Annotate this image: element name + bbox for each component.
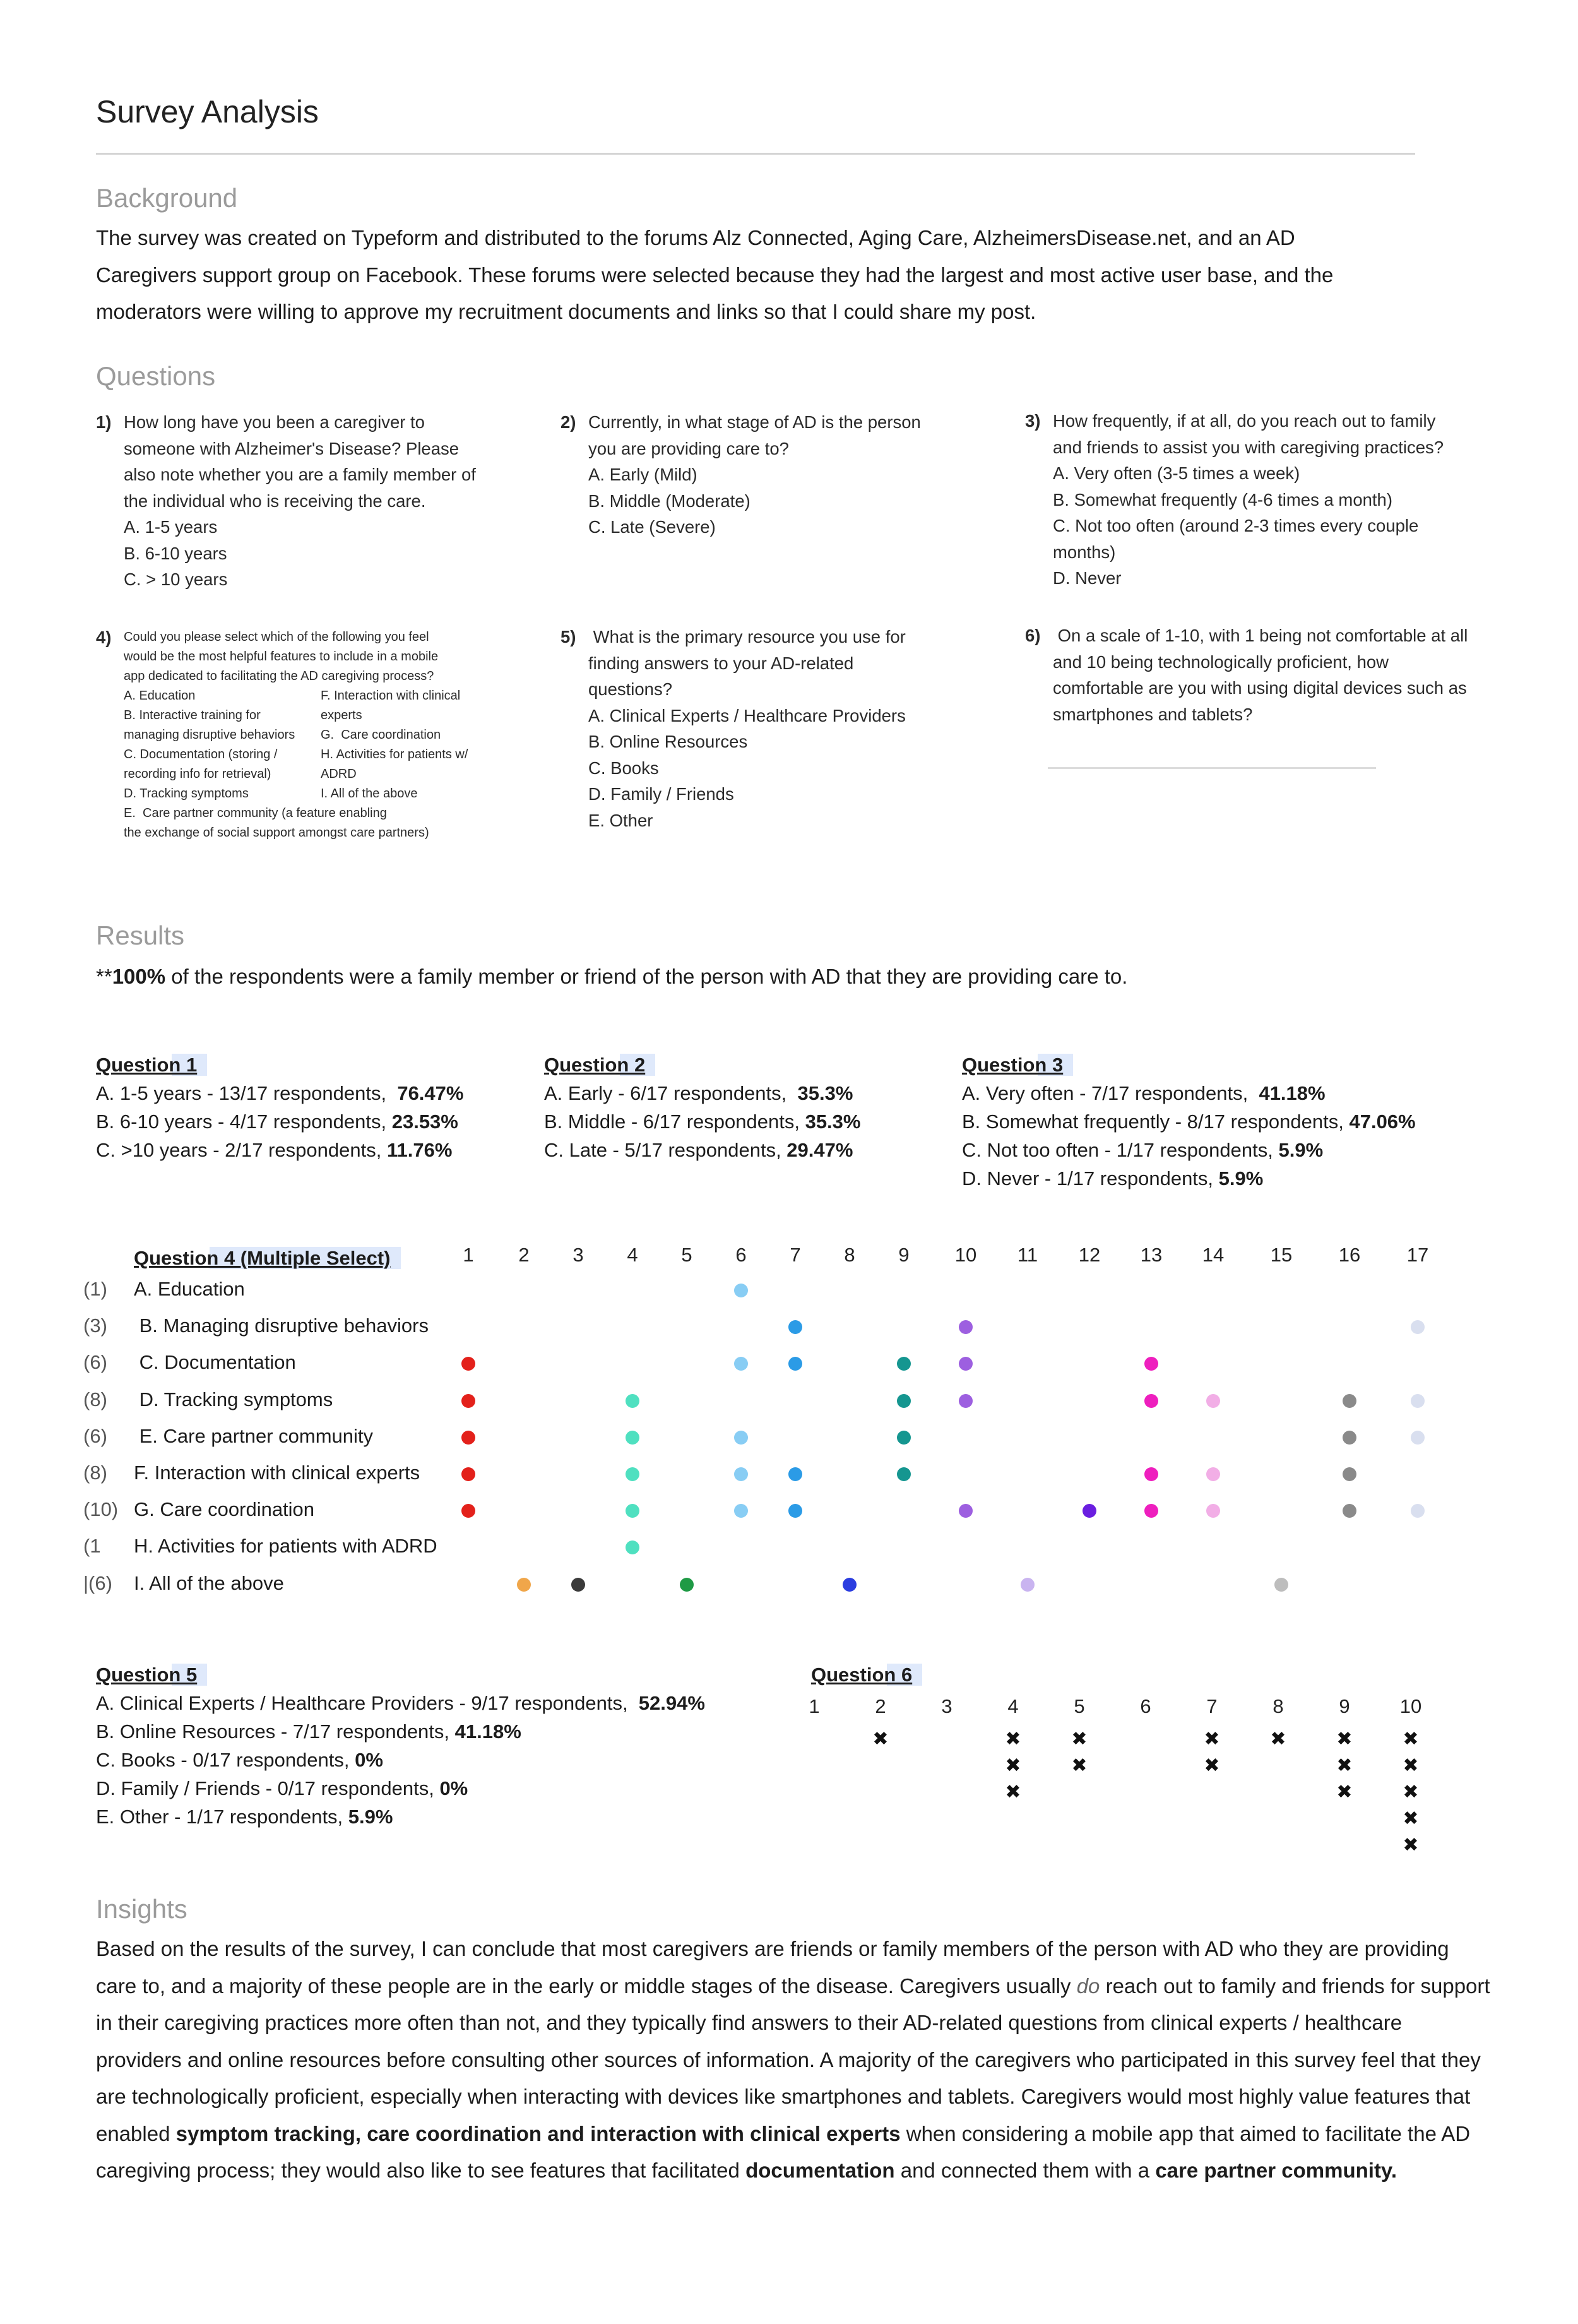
insights-text: symptom tracking, care coordination and interaction with clinical experts — [175, 2121, 901, 2145]
result-row-text: D. Family / Friends - 0/17 respondents, — [96, 1777, 440, 1799]
selection-dot — [959, 1504, 973, 1518]
option-line: managing disruptive behaviors — [124, 728, 295, 742]
response-x-mark: ✖ — [1403, 1808, 1419, 1829]
question-4-options-right — [321, 686, 468, 804]
question-line: C. Late (Severe) — [588, 517, 716, 537]
result-row-text: B. Somewhat frequently - 8/17 respondents, — [962, 1111, 1350, 1133]
question-5-text — [588, 624, 906, 833]
result-row-percent: 35.3% — [805, 1111, 861, 1133]
selection-dot — [1343, 1504, 1356, 1518]
question-line: E. Other — [588, 810, 653, 830]
question-4-option-e — [124, 804, 429, 843]
selection-dot — [1144, 1357, 1158, 1371]
result-rows — [96, 1689, 705, 1831]
result-row — [96, 1079, 463, 1107]
question-line: months) — [1053, 542, 1116, 562]
result-row — [544, 1136, 860, 1164]
option-line: A. Education — [124, 689, 196, 703]
option-line: C. Documentation (storing / — [124, 748, 278, 761]
respondent-number: 13 — [1140, 1244, 1163, 1266]
question-line: the individual who is receiving the care. — [124, 491, 426, 511]
result-heading: Question 2 — [544, 1054, 655, 1076]
scale-number: 10 — [1399, 1695, 1422, 1717]
response-x-mark: ✖ — [1071, 1729, 1088, 1749]
question-2-text — [588, 409, 921, 540]
question-1 — [96, 409, 500, 599]
page-title: Survey Analysis — [96, 94, 319, 129]
scale-number: 3 — [941, 1695, 952, 1717]
feature-label: C. Documentation — [134, 1351, 296, 1374]
selection-dot — [1144, 1467, 1158, 1481]
respondent-number: 17 — [1406, 1244, 1429, 1266]
question-line: B. Middle (Moderate) — [588, 491, 750, 511]
insights-text: do — [1076, 1974, 1100, 1998]
result-question-5 — [96, 1660, 705, 1831]
result-row — [96, 1803, 705, 1831]
respondent-number: 7 — [790, 1244, 801, 1266]
selection-dot — [461, 1394, 475, 1408]
respondent-number: 8 — [844, 1244, 855, 1266]
option-line: ADRD — [321, 767, 357, 781]
result-rows — [544, 1079, 860, 1164]
scale-number: 8 — [1272, 1695, 1284, 1717]
selection-dot — [897, 1357, 911, 1371]
selection-dot — [626, 1504, 639, 1518]
question-line: and 10 being technologically proficient, how — [1053, 652, 1389, 672]
result-row — [544, 1107, 860, 1136]
feature-count: (1 — [83, 1535, 101, 1558]
result-row-text: B. Middle - 6/17 respondents, — [544, 1111, 805, 1133]
respondent-number: 1 — [463, 1244, 474, 1266]
scale-number: 6 — [1140, 1695, 1151, 1717]
selection-dot — [461, 1431, 475, 1445]
questions-heading: Questions — [96, 361, 216, 391]
question-line: Could you please select which of the following you feel — [124, 630, 429, 644]
result-row — [96, 1136, 463, 1164]
option-line: G. Care coordination — [321, 728, 441, 742]
question-line: D. Family / Friends — [588, 784, 734, 804]
result-row-text: D. Never - 1/17 respondents, — [962, 1167, 1219, 1189]
question-line: C. Not too often (around 2-3 times every couple — [1053, 516, 1419, 535]
option-line: F. Interaction with clinical — [321, 689, 461, 703]
feature-label: B. Managing disruptive behaviors — [134, 1314, 429, 1337]
question-line: questions? — [588, 679, 673, 699]
selection-dot — [959, 1357, 973, 1371]
feature-count: (10) — [83, 1498, 119, 1521]
question-number: 2) — [561, 412, 576, 432]
selection-dot — [734, 1431, 748, 1445]
question-line: A. Very often (3-5 times a week) — [1053, 463, 1300, 483]
result-row-percent: 41.18% — [1259, 1082, 1326, 1104]
feature-count: |(6) — [83, 1571, 112, 1594]
question-line: B. Somewhat frequently (4-6 times a month) — [1053, 489, 1393, 509]
respondent-number: 14 — [1202, 1244, 1225, 1266]
question-line: app dedicated to facilitating the AD caregiving process? — [124, 669, 434, 683]
result-row-percent: 5.9% — [1218, 1167, 1264, 1189]
question-line: A. Early (Mild) — [588, 465, 697, 484]
selection-dot — [626, 1540, 639, 1554]
background-heading: Background — [96, 183, 238, 213]
results-note-percent: 100% — [112, 965, 166, 988]
question-4-options-left — [124, 686, 295, 804]
insights-text: care partner community. — [1155, 2159, 1397, 2182]
response-x-mark: ✖ — [872, 1729, 889, 1749]
selection-dot — [959, 1320, 973, 1334]
selection-dot — [461, 1467, 475, 1481]
results-note-text: of the respondents were a family member or friend of the person with AD that they are providing care to. — [165, 965, 1128, 988]
question-6-text — [1053, 623, 1468, 727]
feature-label: I. All of the above — [134, 1571, 284, 1594]
result-row — [544, 1079, 860, 1107]
question-line: you are providing care to? — [588, 438, 789, 458]
results-note — [96, 958, 1485, 996]
selection-dot — [461, 1357, 475, 1371]
respondent-number: 5 — [681, 1244, 692, 1266]
result-rows — [962, 1079, 1416, 1193]
result-heading: Question 6 — [811, 1664, 922, 1686]
option-line: the exchange of social support amongst care partners) — [124, 826, 429, 840]
option-line: H. Activities for patients w/ — [321, 748, 468, 761]
option-line: experts — [321, 708, 362, 722]
selection-dot — [734, 1504, 748, 1518]
feature-count: (8) — [83, 1388, 107, 1410]
selection-dot — [1206, 1394, 1220, 1408]
selection-dot — [897, 1394, 911, 1408]
question-line: someone with Alzheimer's Disease? Please — [124, 438, 460, 458]
scale-number: 2 — [875, 1695, 886, 1717]
scale-number: 9 — [1339, 1695, 1350, 1717]
results-heading: Results — [96, 921, 185, 950]
background-line: moderators were willing to approve my recruitment documents and links so that I could share my post. — [96, 300, 1036, 323]
result-row-text: C. Late - 5/17 respondents, — [544, 1139, 787, 1161]
insights-text: Based on the results of the survey, I can conclude that most caregivers are friends or family members of the person with AD who they are providing care to, and a majority of these people are in the early or middle stages of the disease. Caregivers usually — [96, 1937, 1449, 1998]
result-row — [96, 1746, 705, 1774]
selection-dot — [734, 1467, 748, 1481]
respondent-number: 6 — [735, 1244, 747, 1266]
result-row — [962, 1079, 1416, 1107]
result-row-percent: 41.18% — [454, 1720, 521, 1743]
result-question-1 — [96, 1051, 463, 1164]
question-line: On a scale of 1-10, with 1 being not comfortable at all — [1053, 626, 1468, 645]
result-heading: Question 1 — [96, 1054, 207, 1076]
question-line: comfortable are you with using digital devices such as — [1053, 678, 1467, 698]
result-row-percent: 52.94% — [638, 1692, 705, 1714]
result-row — [96, 1717, 705, 1746]
selection-dot — [734, 1284, 748, 1297]
question-line: C. > 10 years — [124, 569, 228, 589]
respondent-number: 10 — [954, 1244, 977, 1266]
feature-label: H. Activities for patients with ADRD — [134, 1535, 437, 1558]
selection-dot — [461, 1504, 475, 1518]
result-heading: Question 4 (Multiple Select) — [134, 1247, 401, 1269]
result-row-percent: 11.76% — [386, 1139, 453, 1161]
feature-count: (8) — [83, 1462, 107, 1484]
result-heading: Question 3 — [962, 1054, 1073, 1076]
feature-count: (1) — [83, 1278, 107, 1300]
question-number: 1) — [96, 412, 112, 432]
feature-count: (6) — [83, 1424, 107, 1447]
response-x-mark: ✖ — [1403, 1782, 1419, 1803]
selection-dot — [680, 1578, 694, 1592]
question-number: 3) — [1025, 411, 1041, 431]
selection-dot — [788, 1357, 802, 1371]
selection-dot — [1144, 1504, 1158, 1518]
result-row — [96, 1107, 463, 1136]
response-x-mark: ✖ — [1336, 1755, 1353, 1776]
question-line: smartphones and tablets? — [1053, 704, 1253, 724]
selection-dot — [734, 1357, 748, 1371]
respondent-number: 16 — [1338, 1244, 1361, 1266]
question-line: A. Clinical Experts / Healthcare Providers — [588, 705, 906, 725]
response-x-mark: ✖ — [1204, 1755, 1220, 1776]
selection-dot — [788, 1504, 802, 1518]
result-row-percent: 76.47% — [397, 1082, 464, 1104]
respondent-number: 9 — [898, 1244, 910, 1266]
question-line: also note whether you are a family member of — [124, 465, 476, 484]
question-number: 4) — [96, 628, 112, 647]
insights-heading: Insights — [96, 1894, 187, 1924]
result-heading: Question 5 — [96, 1664, 207, 1686]
question-line: How long have you been a caregiver to — [124, 412, 425, 432]
question-line: C. Books — [588, 758, 659, 778]
option-line: I. All of the above — [321, 787, 418, 801]
result-row-percent: 23.53% — [391, 1111, 458, 1133]
respondent-number: 11 — [1017, 1244, 1038, 1266]
scale-number: 1 — [809, 1695, 820, 1717]
insights-text: documentation — [745, 2159, 895, 2182]
question-line: What is the primary resource you use for — [588, 627, 906, 647]
result-question-2 — [544, 1051, 860, 1164]
selection-dot — [626, 1467, 639, 1481]
selection-dot — [1343, 1431, 1356, 1445]
respondent-number: 12 — [1078, 1244, 1101, 1266]
selection-dot — [1411, 1431, 1425, 1445]
selection-dot — [626, 1394, 639, 1408]
feature-label: G. Care coordination — [134, 1498, 315, 1521]
result-row — [962, 1136, 1416, 1164]
result-row-text: A. Early - 6/17 respondents, — [544, 1082, 798, 1104]
response-x-mark: ✖ — [1403, 1729, 1419, 1749]
results-note-prefix: ** — [96, 965, 112, 988]
selection-dot — [897, 1431, 911, 1445]
question-line: and friends to assist you with caregiving practices? — [1053, 437, 1444, 457]
question-line: finding answers to your AD-related — [588, 653, 854, 673]
scale-number: 7 — [1206, 1695, 1218, 1717]
question-line: B. Online Resources — [588, 732, 748, 751]
response-x-mark: ✖ — [1336, 1782, 1353, 1803]
result-row-text: A. Very often - 7/17 respondents, — [962, 1082, 1259, 1104]
response-x-mark: ✖ — [1204, 1729, 1220, 1749]
background-line: Caregivers support group on Facebook. These forums were selected because they had the largest and most active user base, and the — [96, 263, 1334, 287]
result-row-text: B. 6-10 years - 4/17 respondents, — [96, 1111, 392, 1133]
selection-dot — [1411, 1504, 1425, 1518]
selection-dot — [1144, 1394, 1158, 1408]
response-x-mark: ✖ — [1403, 1835, 1419, 1856]
selection-dot — [626, 1431, 639, 1445]
feature-label: E. Care partner community — [134, 1424, 374, 1447]
question-1-text — [124, 409, 476, 593]
question-line: How frequently, if at all, do you reach out to family — [1053, 411, 1436, 431]
response-x-mark: ✖ — [1071, 1755, 1088, 1776]
respondent-number: 4 — [627, 1244, 638, 1266]
result-row-text: C. Books - 0/17 respondents, — [96, 1749, 355, 1771]
result-row-percent: 35.3% — [797, 1082, 853, 1104]
selection-dot — [571, 1578, 585, 1592]
result-row-percent: 0% — [355, 1749, 383, 1771]
option-line: B. Interactive training for — [124, 708, 261, 722]
selection-dot — [1206, 1504, 1220, 1518]
insights-paragraph — [96, 1931, 1491, 2190]
question-line: B. 6-10 years — [124, 543, 227, 563]
feature-label: A. Education — [134, 1278, 245, 1300]
result-row-text: C. >10 years - 2/17 respondents, — [96, 1139, 387, 1161]
selection-dot — [788, 1467, 802, 1481]
result-row-text: C. Not too often - 1/17 respondents, — [962, 1139, 1279, 1161]
respondent-number: 2 — [518, 1244, 530, 1266]
result-row-percent: 47.06% — [1349, 1111, 1416, 1133]
option-line: E. Care partner community (a feature enabling — [124, 806, 387, 820]
result-row-percent: 29.47% — [786, 1139, 853, 1161]
question-4-intro — [124, 628, 438, 686]
response-x-mark: ✖ — [1270, 1729, 1286, 1749]
feature-count: (3) — [83, 1314, 107, 1337]
question-line: A. 1-5 years — [124, 517, 218, 537]
response-x-mark: ✖ — [1403, 1755, 1419, 1776]
question-4 — [96, 628, 500, 855]
result-row-text: A. 1-5 years - 13/17 respondents, — [96, 1082, 398, 1104]
option-line: D. Tracking symptoms — [124, 787, 249, 801]
question-line: would be the most helpful features to include in a mobile — [124, 650, 439, 664]
background-paragraph — [96, 220, 1485, 331]
option-line: recording info for retrieval) — [124, 767, 271, 781]
question-line: Currently, in what stage of AD is the person — [588, 412, 921, 432]
response-x-mark: ✖ — [1005, 1755, 1021, 1776]
selection-dot — [517, 1578, 531, 1592]
question-6-answer-line — [1048, 767, 1376, 769]
feature-count: (6) — [83, 1351, 107, 1374]
selection-dot — [959, 1394, 973, 1408]
insights-text: and connected them with a — [894, 2159, 1156, 2182]
result-row — [962, 1107, 1416, 1136]
result-row — [96, 1774, 705, 1803]
selection-dot — [1083, 1504, 1096, 1518]
feature-label: D. Tracking symptoms — [134, 1388, 333, 1410]
result-row-percent: 0% — [439, 1777, 468, 1799]
selection-dot — [843, 1578, 857, 1592]
scale-number: 4 — [1007, 1695, 1019, 1717]
respondent-number: 15 — [1270, 1244, 1293, 1266]
result-question-3 — [962, 1051, 1416, 1193]
selection-dot — [1206, 1467, 1220, 1481]
selection-dot — [1343, 1467, 1356, 1481]
result-row — [96, 1689, 705, 1717]
selection-dot — [1021, 1578, 1035, 1592]
result-rows — [96, 1079, 463, 1164]
result-row-text: B. Online Resources - 7/17 respondents, — [96, 1720, 455, 1743]
scale-number: 5 — [1074, 1695, 1085, 1717]
selection-dot — [788, 1320, 802, 1334]
selection-dot — [1411, 1320, 1425, 1334]
selection-dot — [897, 1467, 911, 1481]
question-number: 5) — [561, 627, 576, 647]
result-row — [962, 1164, 1416, 1193]
selection-dot — [1411, 1394, 1425, 1408]
respondent-number: 3 — [572, 1244, 584, 1266]
result-row-text: E. Other - 1/17 respondents, — [96, 1806, 348, 1828]
insights-text: when considering a mobile app that aimed to facilitate the AD caregiving process; they would also like to see features that facilitated — [96, 2121, 1471, 2182]
title-divider — [96, 153, 1415, 155]
response-x-mark: ✖ — [1336, 1729, 1353, 1749]
result-row-percent: 5.9% — [348, 1806, 393, 1828]
result-row-text: A. Clinical Experts / Healthcare Providers - 9/17 respondents, — [96, 1692, 639, 1714]
response-x-mark: ✖ — [1005, 1782, 1021, 1803]
feature-label: F. Interaction with clinical experts — [134, 1462, 420, 1484]
selection-dot — [1343, 1394, 1356, 1408]
selection-dot — [1274, 1578, 1288, 1592]
question-line: D. Never — [1053, 568, 1122, 588]
response-x-mark: ✖ — [1005, 1729, 1021, 1749]
background-line: The survey was created on Typeform and distributed to the forums Alz Connected, Aging Care, AlzheimersDisease.net, and an AD — [96, 226, 1295, 249]
question-number: 6) — [1025, 626, 1041, 645]
insights-text: reach out to family and friends for support in their caregiving practices more often than not, and they typically find answers to their AD-related questions from clinical experts / healthcare providers and online resources before consulting other sources of information. A majority of the caregivers who participated in this survey feel that they are technologically proficient, especially when interacting with devices like smartphones and tablets. Caregivers would most highly value features that enabled — [96, 1974, 1490, 2145]
result-row-percent: 5.9% — [1278, 1139, 1324, 1161]
question-3-text — [1053, 408, 1444, 592]
